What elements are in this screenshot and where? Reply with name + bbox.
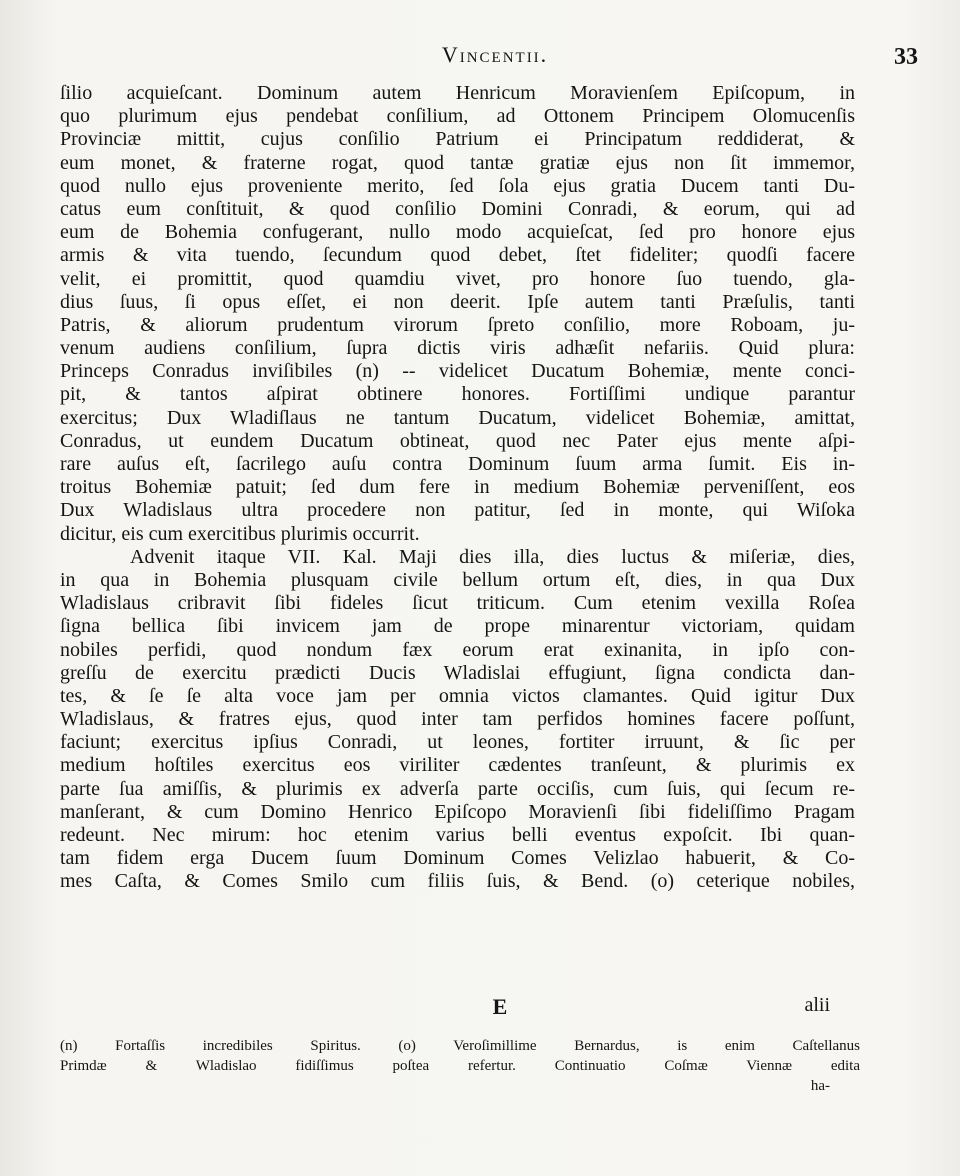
text-line: medium hoſtiles exercitus eos viriliter cædentes tranſeunt, & plurimis ex — [60, 754, 855, 777]
catchword: alii — [804, 994, 830, 1016]
text-line: tam fidem erga Ducem ſuum Dominum Comes Velizlao habuerit, & Co- — [60, 847, 855, 870]
paragraph-first-line: Advenit itaque VII. Kal. Maji dies illa, dies luctus & miſeriæ, dies, — [130, 545, 855, 568]
text-line: in qua in Bohemia plusquam civile bellum ortum eſt, dies, in qua Dux — [60, 568, 855, 591]
footnotes — [60, 1036, 860, 1076]
text-line: faciunt; exercitus ipſius Conradi, ut leones, fortiter irruunt, & ſic per — [60, 731, 855, 754]
text-line: Wladislaus, & fratres ejus, quod inter tam perfidos homines facere poſſunt, — [60, 708, 855, 731]
text-line: redeunt. Nec mirum: hoc etenim varius belli eventus expoſcit. Ibi quan- — [60, 824, 855, 846]
text-line: manſerant, & cum Domino Henrico Epiſcopo Moravienſi ſibi fideliſſimo Pragam — [60, 800, 855, 823]
text-line: Provinciæ mittit, cujus conſilio Patrium ei Principatum reddiderat, & — [60, 128, 855, 151]
text-line: mes Caſta, & Comes Smilo cum filiis ſuis, & Bend. (o) ceterique nobiles, — [60, 870, 855, 893]
paragraph-last-line: dicitur, eis cum exercitibus plurimis occurrit. — [60, 522, 420, 545]
text-line: velit, ei promittit, quod quamdiu vivet, pro honore ſuo tuendo, gla- — [60, 267, 855, 290]
page-number: 33 — [894, 44, 918, 70]
text-line: venum audiens conſilium, ſupra dictis viris adhæſit nefariis. Quid plura: — [60, 337, 855, 360]
text-line: parte ſua amiſſis, & plurimis ex adverſa parte occiſis, cum ſuis, qui ſecum re- — [60, 777, 855, 800]
text-line: armis & vita tuendo, ſecundum quod debet, ſtet fideliter; quodſi facere — [60, 244, 855, 267]
text-line: Princeps Conradus inviſibiles (n) -- videlicet Ducatum Bohemiæ, mente conci- — [60, 360, 855, 383]
text-line: exercitus; Dux Wladiſlaus ne tantum Ducatum, videlicet Bohemiæ, amittat, — [60, 406, 855, 429]
footnote-line: Primdæ & Wladislao fidiſſimus poſtea refertur. Continuatio Coſmæ Viennæ edita — [60, 1058, 860, 1074]
text-line: quo plurimum ejus pendebat conſilium, ad Ottonem Principem Olomucenſis — [60, 105, 855, 128]
text-line: ſilio acquieſcant. Dominum autem Henricum Moravienſem Epiſcopum, in — [60, 82, 855, 104]
text-line: tes, & ſe ſe alta voce jam per omnia victos clamantes. Quid igitur Dux — [60, 684, 855, 707]
text-line: rare auſus eſt, ſacrilego auſu contra Dominum ſuum arma ſumit. Eis in- — [60, 453, 855, 475]
text-line: ſigna bellica ſibi invicem jam de prope minarentur victoriam, quidam — [60, 615, 855, 638]
text-line: catus eum conſtituit, & quod conſilio Domini Conradi, & eorum, qui ad — [60, 197, 855, 220]
text-line: eum de Bohemia confugerant, nullo modo acquieſcat, ſed pro honore ejus — [60, 221, 855, 244]
footnote-catchword: ha- — [810, 1078, 830, 1094]
text-line: Dux Wladislaus ultra procedere non patitur, ſed in monte, qui Wiſoka — [60, 499, 855, 522]
text-line: pit, & tantos aſpirat obtinere honores. Fortiſſimi undique parantur — [60, 383, 855, 406]
text-line: Conradus, ut eundem Ducatum obtineat, quod nec Pater ejus mente aſpi- — [60, 429, 855, 452]
text-line: eum monet, & fraterne rogat, quod tantæ gratiæ ejus non ſit immemor, — [60, 151, 855, 174]
text-line: Patris, & aliorum prudentum virorum ſpreto conſilio, more Roboam, ju- — [60, 313, 855, 336]
text-line: Wladislaus cribravit ſibi fideles ſicut triticum. Cum etenim vexilla Roſea — [60, 592, 855, 615]
text-line: nobiles perfidi, quod nondum fæx eorum erat exinanita, in ipſo con- — [60, 638, 855, 661]
text-line: greſſu de exercitu prædicti Ducis Wladislai effugiunt, ſigna condicta dan- — [60, 661, 855, 684]
page-header — [60, 38, 930, 78]
text-line: dius ſuus, ſi opus eſſet, ei non deerit. Ipſe autem tanti Præſulis, tanti — [60, 290, 855, 313]
footnote-line: (n) Fortaſſis incredibiles Spiritus. (o) Veroſimillime Bernardus, is enim Caſtellanus — [60, 1038, 860, 1054]
body-text — [60, 82, 855, 894]
text-line: troitus Bohemiæ patuit; ſed dum fere in medium Bohemiæ perveniſſent, eos — [60, 476, 855, 499]
text-line: quod nullo ejus proveniente merito, ſed ſola ejus gratia Ducem tanti Du- — [60, 174, 855, 197]
signature-mark: E — [492, 994, 508, 1019]
running-title: Vincentii. — [441, 42, 549, 67]
